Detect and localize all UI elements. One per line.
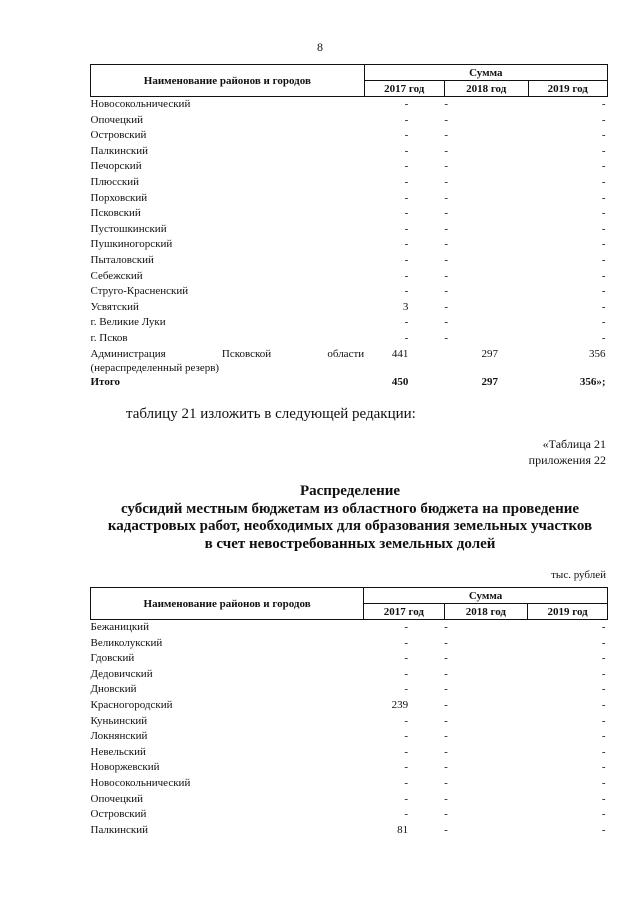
value-2017: - [404, 113, 409, 126]
value-2017: 441 [391, 347, 409, 360]
value-2019: - [601, 652, 606, 665]
table-row-total [91, 375, 608, 391]
column-header-2019: 2019 год [528, 81, 607, 97]
page-number: 8 [317, 40, 323, 54]
value-2017: - [404, 253, 409, 266]
value-2018: - [444, 316, 449, 329]
admin-name-line1 [91, 347, 365, 361]
value-2017: - [404, 144, 409, 157]
heading-line1: Распределение [299, 483, 401, 499]
row-name: Плюсский [90, 175, 140, 188]
value-2019: - [601, 683, 606, 696]
value-2018: - [444, 285, 449, 298]
value-2018: - [444, 238, 449, 251]
value-2019: - [601, 823, 606, 836]
value-2019: - [601, 792, 606, 805]
value-2019: - [601, 222, 606, 235]
row-name: Струго-Красненский [90, 285, 189, 298]
row-name: Островский [90, 808, 147, 821]
row-name: Новосокольнический [90, 98, 191, 110]
admin-word-2: Псковской [221, 347, 272, 360]
table-row [91, 144, 608, 160]
value-2017: - [404, 761, 409, 774]
value-2019: - [601, 129, 606, 142]
row-name: Палкинский [90, 823, 149, 836]
value-2017: - [404, 745, 409, 758]
table-row [91, 300, 608, 316]
value-2017: - [404, 776, 409, 789]
value-2018: - [444, 253, 449, 266]
value-2018: - [444, 683, 448, 696]
units-label: тыс. рублей [551, 569, 606, 581]
row-name: Усвятский [90, 300, 139, 313]
table-row [91, 237, 608, 253]
value-2017: - [404, 652, 409, 665]
value-2018: - [444, 621, 448, 633]
value-2018: - [444, 160, 449, 173]
value-2019: - [601, 98, 606, 110]
row-name: Опочецкий [90, 792, 143, 805]
value-2018: - [444, 98, 449, 110]
value-2018: - [444, 269, 449, 282]
row-name: Пушкиногорский [90, 238, 173, 251]
column-header-sum: Сумма [364, 588, 608, 604]
table-row [91, 191, 608, 207]
row-name: Итого [90, 375, 121, 388]
row-name: Невельский [90, 745, 146, 758]
column-header-2018: 2018 год [444, 81, 528, 97]
heading-line3: кадастровых работ, необходимых для образования земельных участков [107, 518, 593, 534]
value-2018: - [444, 808, 448, 821]
value-2018: - [444, 652, 448, 665]
value-2017: - [404, 331, 409, 344]
table-row [91, 807, 608, 823]
value-2018: 297 [481, 375, 499, 388]
value-2017: - [404, 98, 409, 110]
instruction-text: таблицу 21 изложить в следующей редакции: [126, 406, 416, 422]
value-2019: - [601, 761, 606, 774]
value-2018: - [444, 698, 448, 711]
row-name: Себежский [90, 269, 143, 282]
row-name [91, 347, 365, 375]
row-name: г. Великие Луки [90, 316, 166, 329]
value-2017: 3 [402, 300, 409, 313]
table-row [91, 729, 608, 745]
column-header-name: Наименование районов и городов [91, 588, 364, 620]
table-row [91, 776, 608, 792]
value-2018: - [444, 776, 448, 789]
value-2018: - [444, 792, 448, 805]
row-name: Псковский [90, 207, 141, 220]
row-name: Красногородский [90, 698, 173, 711]
admin-word-3: области [327, 347, 365, 360]
row-name: Печорский [90, 160, 142, 173]
value-2017: - [404, 808, 409, 821]
row-name: Палкинский [90, 144, 149, 157]
table-row [91, 175, 608, 191]
value-2017: - [404, 621, 409, 633]
value-2019: - [601, 636, 606, 649]
column-header-2019: 2019 год [528, 604, 608, 620]
column-header-name: Наименование районов и городов [91, 65, 365, 97]
row-name: г. Псков [90, 331, 128, 344]
row-name: Дедовичский [90, 667, 153, 680]
table-row [91, 269, 608, 285]
table-row [91, 745, 608, 761]
column-header-2017: 2017 год [364, 81, 444, 97]
value-2018: - [444, 745, 448, 758]
value-2018: - [444, 761, 448, 774]
column-header-2018: 2018 год [444, 604, 528, 620]
row-name: Бежаницкий [90, 621, 149, 633]
value-2018: - [444, 129, 449, 142]
row-name: Островский [90, 129, 147, 142]
value-2019: - [601, 191, 606, 204]
value-2017: - [404, 175, 409, 188]
value-2019: - [601, 808, 606, 821]
row-name: Куньинский [90, 714, 148, 727]
value-2019: - [601, 285, 606, 298]
table-row [91, 97, 608, 113]
value-2019: - [601, 730, 606, 743]
admin-name-line2: (нераспределенный резерв) [90, 361, 220, 374]
value-2019: - [601, 698, 606, 711]
row-name: Пыталовский [90, 253, 154, 266]
value-2019: - [601, 714, 606, 727]
value-2018: - [444, 300, 449, 313]
value-2018: - [444, 636, 448, 649]
value-2018: - [444, 667, 448, 680]
value-2017: - [404, 222, 409, 235]
table-row [91, 792, 608, 808]
table-row-admin-reserve [91, 347, 608, 375]
table-row [91, 682, 608, 698]
column-header-sum: Сумма [364, 65, 607, 81]
table-row [91, 206, 608, 222]
table-row [91, 253, 608, 269]
value-2017: - [404, 667, 409, 680]
table-row [91, 823, 608, 839]
value-2019: - [601, 776, 606, 789]
table-row [91, 714, 608, 730]
row-name: Новоржевский [90, 761, 160, 774]
value-2019: - [601, 745, 606, 758]
value-2019: 356»; [579, 375, 606, 388]
subsidy-table-continued [90, 64, 608, 390]
value-2018: - [444, 113, 449, 126]
row-name: Опочецкий [90, 113, 143, 126]
value-2017: 81 [397, 823, 409, 836]
value-2019: - [601, 667, 606, 680]
section-heading [60, 483, 640, 553]
value-2019: 356 [589, 347, 606, 360]
heading-line2: субсидий местным бюджетам из областного бюджета на проведение [120, 500, 580, 517]
table-caption-line2: приложения 22 [528, 453, 606, 467]
value-2017: 450 [391, 375, 409, 388]
value-2017: - [404, 160, 409, 173]
table-row [91, 620, 608, 636]
table-row [91, 636, 608, 652]
value-2017: - [404, 238, 409, 251]
value-2018: - [444, 714, 448, 727]
value-2017: - [404, 636, 409, 649]
value-2019: - [601, 207, 606, 220]
table-row [91, 315, 608, 331]
table-caption-line1: «Таблица 21 [542, 437, 606, 451]
table-row [91, 113, 608, 129]
admin-word-1: Администрация [90, 347, 166, 360]
value-2019: - [601, 253, 606, 266]
table-row [91, 222, 608, 238]
value-2019: - [601, 300, 606, 313]
table-row [91, 760, 608, 776]
table-body [91, 620, 608, 839]
value-2017: - [404, 191, 409, 204]
value-2018: - [444, 222, 449, 235]
table-row [91, 128, 608, 144]
cadastral-subsidy-table [90, 587, 608, 838]
row-name: Великолукский [90, 636, 163, 649]
row-name: Пустошкинский [90, 222, 167, 235]
value-2017: - [404, 730, 409, 743]
table-body [91, 97, 608, 347]
row-name: Дновский [90, 683, 137, 696]
value-2019: - [601, 269, 606, 282]
value-2017: - [404, 285, 409, 298]
value-2017: - [404, 129, 409, 142]
value-2017: - [404, 207, 409, 220]
value-2019: - [601, 331, 606, 344]
value-2018: - [444, 331, 449, 344]
table-row [91, 651, 608, 667]
row-name: Новосокольнический [90, 776, 191, 789]
value-2018: - [444, 823, 448, 836]
value-2019: - [601, 175, 606, 188]
value-2019: - [601, 160, 606, 173]
value-2018: - [444, 175, 449, 188]
value-2019: - [601, 113, 606, 126]
value-2017: 239 [391, 698, 409, 711]
table-row [91, 698, 608, 714]
table-row [91, 284, 608, 300]
value-2017: - [404, 714, 409, 727]
value-2019: - [601, 316, 606, 329]
column-header-2017: 2017 год [364, 604, 444, 620]
value-2017: - [404, 316, 409, 329]
value-2017: - [404, 683, 409, 696]
value-2017: - [404, 792, 409, 805]
value-2018: - [444, 207, 449, 220]
value-2019: - [601, 621, 606, 633]
table-row [91, 331, 608, 347]
row-name: Локнянский [90, 730, 148, 743]
value-2018: - [444, 730, 448, 743]
value-2018: - [444, 191, 449, 204]
value-2017: - [404, 269, 409, 282]
value-2019: - [601, 144, 606, 157]
value-2019: - [601, 238, 606, 251]
table-row [91, 159, 608, 175]
table-row [91, 667, 608, 683]
value-2018: - [444, 144, 449, 157]
heading-line4: в счет невостребованных земельных долей [204, 535, 496, 552]
row-name: Порховский [90, 191, 148, 204]
value-2018: 297 [481, 347, 499, 360]
table-caption [529, 436, 606, 468]
row-name: Гдовский [90, 652, 135, 665]
